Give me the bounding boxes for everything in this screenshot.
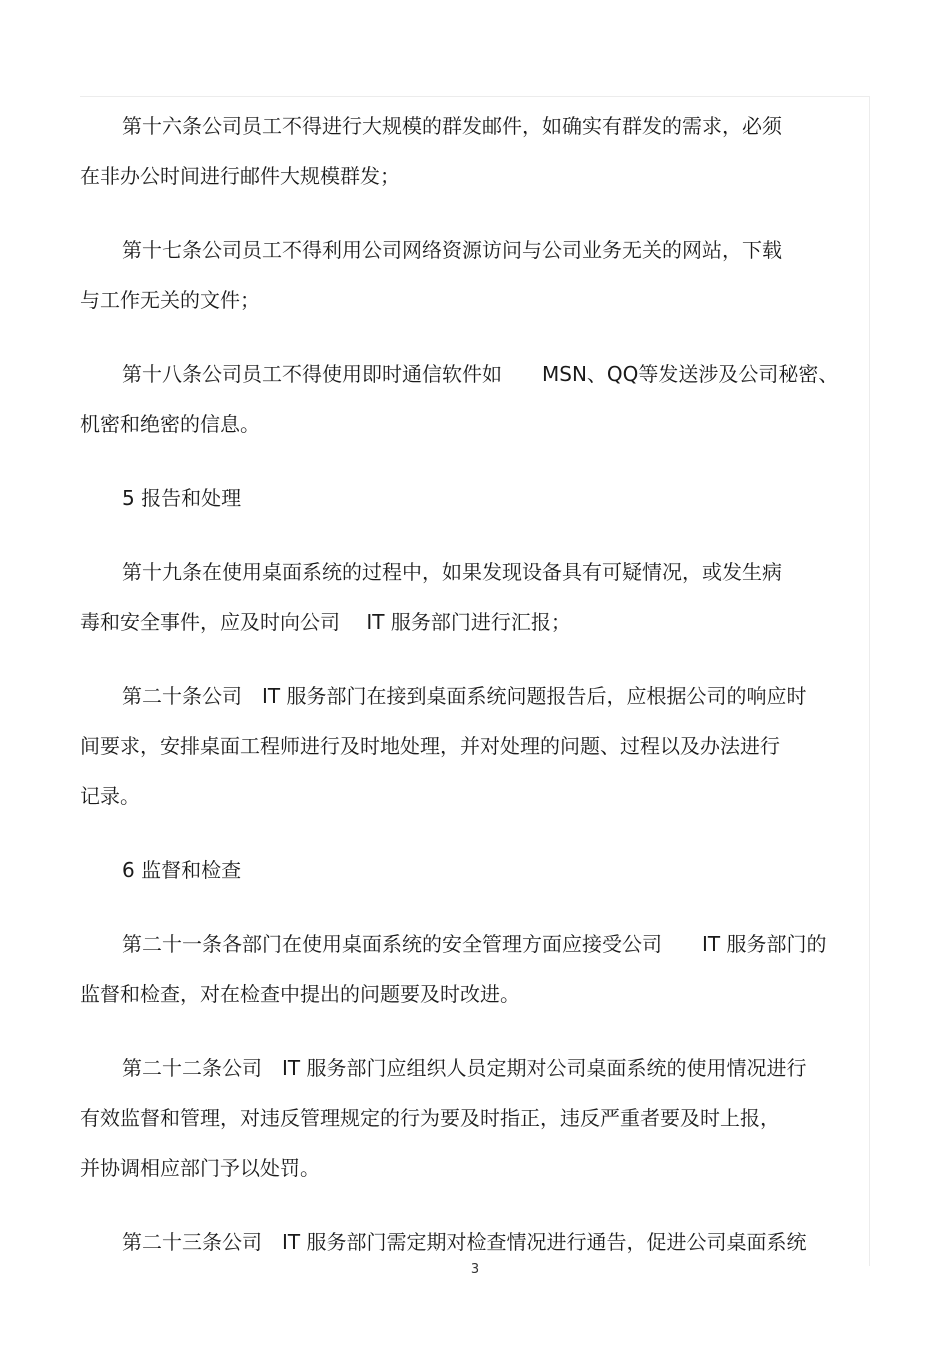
page-frame-top xyxy=(80,96,870,97)
article-19 xyxy=(80,547,870,647)
text-line: 间要求，安排桌面工程师进行及时地处理，并对处理的问题、过程以及办法进行 xyxy=(80,734,780,758)
article-20 xyxy=(80,671,870,821)
page-number: 3 xyxy=(470,1262,480,1277)
text-line: 并协调相应部门予以处罚。 xyxy=(80,1156,320,1180)
article-23 xyxy=(80,1217,870,1267)
document-body xyxy=(80,101,870,1291)
text-line: 第二十三条公司 IT 服务部门需定期对检查情况进行通告，促进公司桌面系统 xyxy=(122,1230,807,1254)
text-line: 监督和检查，对在检查中提出的问题要及时改进。 xyxy=(80,982,520,1006)
article-18 xyxy=(80,349,870,449)
text-line: 第十六条公司员工不得进行大规模的群发邮件，如确实有群发的需求，必须 xyxy=(122,114,782,138)
text-line: 毒和安全事件，应及时向公司 IT 服务部门进行汇报； xyxy=(80,610,571,634)
text-line: 第二十一条各部门在使用桌面系统的安全管理方面应接受公司 IT 服务部门的 xyxy=(122,932,827,956)
text-line: 第十九条在使用桌面系统的过程中，如果发现设备具有可疑情况，或发生病 xyxy=(122,560,782,584)
text-line: 有效监督和管理，对违反管理规定的行为要及时指正，违反严重者要及时上报， xyxy=(80,1106,780,1130)
text-line: 机密和绝密的信息。 xyxy=(80,412,260,436)
section-heading-6: 6 监督和检查 xyxy=(122,858,242,882)
section-heading-5: 5 报告和处理 xyxy=(122,486,242,510)
text-line: 在非办公时间进行邮件大规模群发； xyxy=(80,164,400,188)
text-line: 第十八条公司员工不得使用即时通信软件如 MSN、QQ等发送涉及公司秘密、 xyxy=(122,362,839,386)
article-21 xyxy=(80,919,870,1019)
text-line: 第十七条公司员工不得利用公司网络资源访问与公司业务无关的网站，下载 xyxy=(122,238,782,262)
text-line: 记录。 xyxy=(80,784,140,808)
article-16 xyxy=(80,101,870,201)
article-22 xyxy=(80,1043,870,1193)
article-17 xyxy=(80,225,870,325)
text-line: 与工作无关的文件； xyxy=(80,288,260,312)
text-line: 第二十条公司 IT 服务部门在接到桌面系统问题报告后，应根据公司的响应时 xyxy=(122,684,807,708)
text-line: 第二十二条公司 IT 服务部门应组织人员定期对公司桌面系统的使用情况进行 xyxy=(122,1056,807,1080)
